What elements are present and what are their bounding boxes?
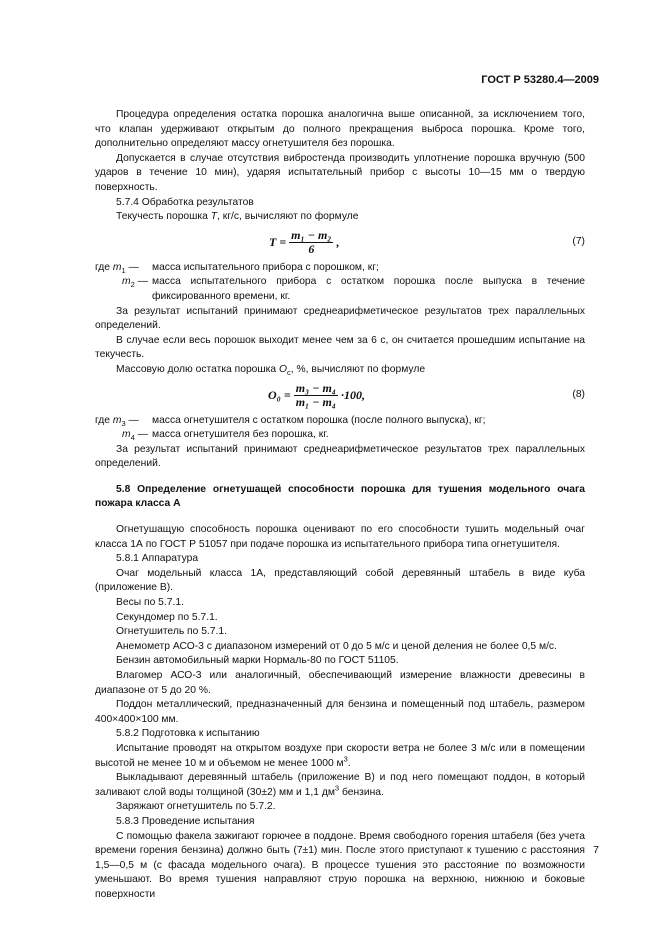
formula-fraction (294, 382, 338, 409)
formula-numerator: m₁ − m₂ (291, 227, 332, 242)
paragraph: Секундомер по 5.7.1. (116, 611, 218, 623)
paragraph: Испытание проводят на открытом воздухе при скорости ветра не более 3 м/с или в помещении высотой не менее 10 м и объемом не менее 1000 $м^3$. (95, 742, 585, 769)
paragraph: Огнетушащую способность порошка оценивают по его способности тушить модельный очаг класса 1А по ГОСТ Р 51057 при подаче порошка из испытательного прибора типа огнетушителя. (95, 524, 585, 550)
paragraph: За результат испытаний принимают среднеарифметическое результатов трех параллельных определений. (95, 443, 585, 470)
paragraph: Очаг модельный класса 1А, представляющий собой деревянный штабель в виде куба (приложение В). (95, 567, 585, 594)
formula-tail: ·100, (341, 387, 365, 402)
paragraph: С помощью факела зажигают горючее в поддоне. Время свободного горения штабеля (без учета времени горения бензина) должно быть (7±1) мин. После этого приступают к тушению с расстояния 1,5—0,5 м (с фасада модельного очага). В процессе тушения это расстояние по возможности уменьшают. Во время тушения направляют струю порошка на верхнюю, нижнюю и боковые поверхности (95, 830, 585, 900)
formula-number: (8) (572, 388, 585, 400)
definition-item: $m_2$ — масса испытательного прибора с остатком порошка после выпуска в течение фиксированного времени, кг. (122, 276, 585, 302)
paragraph: За результат испытаний принимают среднеарифметическое результатов трех параллельных определений. (95, 305, 585, 332)
paragraph: Весы по 5.7.1. (116, 597, 184, 609)
paragraph: Процедура определения остатка порошка аналогична выше описанной, за исключением того, что клапан удерживают открытым до полного прекращения выброса порошка. Кроме того, дополнительно определяют массу огнетушителя без порошка. (95, 109, 585, 150)
definition-item: где $m_3$ — масса огнетушителя с остатком порошка (после полного выпуска), кг; (95, 414, 486, 428)
paragraph: Поддон металлический, предназначенный для бензина и помещенный под штабель, размером 400×400×100 мм. (95, 699, 585, 725)
section-heading: 5.8 Определение огнетушащей способности порошка для тушения модельного очага пожара класса А (95, 483, 585, 510)
formula-number: (7) (572, 235, 585, 247)
subsection-heading: 5.8.2 Подготовка к испытанию (116, 728, 260, 740)
paragraph: Допускается в случае отсутствия вибростенда производить уплотнение порошка вручную (500 ударов в течение 10 мин), ударяя испытательный прибор с высоты 10—15 мм о твердую поверхность. (95, 152, 585, 193)
subsection-heading: 5.8.3 Проведение испытания (116, 815, 255, 827)
paragraph: Заряжают огнетушитель по 5.7.2. (116, 801, 276, 813)
formula-fraction (289, 229, 333, 256)
paragraph: Массовую долю остатка порошка $O_c$, %, вычисляют по формуле (116, 363, 426, 377)
definition-item: $m_4$ — масса огнетушителя без порошка, кг. (122, 429, 329, 443)
formula-denominator: 6 (308, 241, 315, 256)
paragraph: Влагомер АСО-3 или аналогичный, обеспечивающий измерение влажности древесины в диапазоне от 5 до 20 %. (95, 670, 585, 696)
formula-7 (95, 227, 585, 259)
subsection-heading: 5.7.4 Обработка результатов (116, 196, 254, 208)
formula-denominator: m₁ − m₄ (295, 394, 336, 409)
page-content (95, 108, 585, 903)
paragraph: В случае если весь порошок выходит менее чем за 6 с, он считается прошедшим испытание на текучесть. (95, 334, 585, 361)
formula-tail: , (336, 234, 340, 249)
paragraph: Огнетушитель по 5.7.1. (116, 626, 227, 638)
subsection-heading: 5.8.1 Аппаратура (116, 553, 199, 565)
paragraph: Бензин автомобильный марки Нормаль-80 по ГОСТ 51105. (116, 655, 399, 667)
paragraph: Анемометр АСО-3 с диапазоном измерений от 0 до 5 м/с и ценой деления не более 0,5 м/с. (116, 640, 557, 652)
formula-lhs: O₀ = (268, 387, 291, 402)
formula-numerator: m₃ − m₄ (295, 380, 336, 395)
paragraph: Выкладывают деревянный штабель (приложение В) и под него помещают поддон, в который заливают слой воды толщиной (30±2) мм и 1,1 $дм^3$ бензина. (95, 772, 585, 798)
page-number: 7 (593, 844, 599, 856)
formula-lhs: T = (269, 234, 287, 249)
document-header: ГОСТ Р 53280.4—2009 (481, 74, 599, 86)
paragraph: Текучесть порошка T, кг/с, вычисляют по формуле (116, 211, 359, 223)
definition-item: где $m_1$ — масса испытательного прибора с порошком, кг; (95, 261, 379, 275)
formula-8 (95, 380, 585, 412)
